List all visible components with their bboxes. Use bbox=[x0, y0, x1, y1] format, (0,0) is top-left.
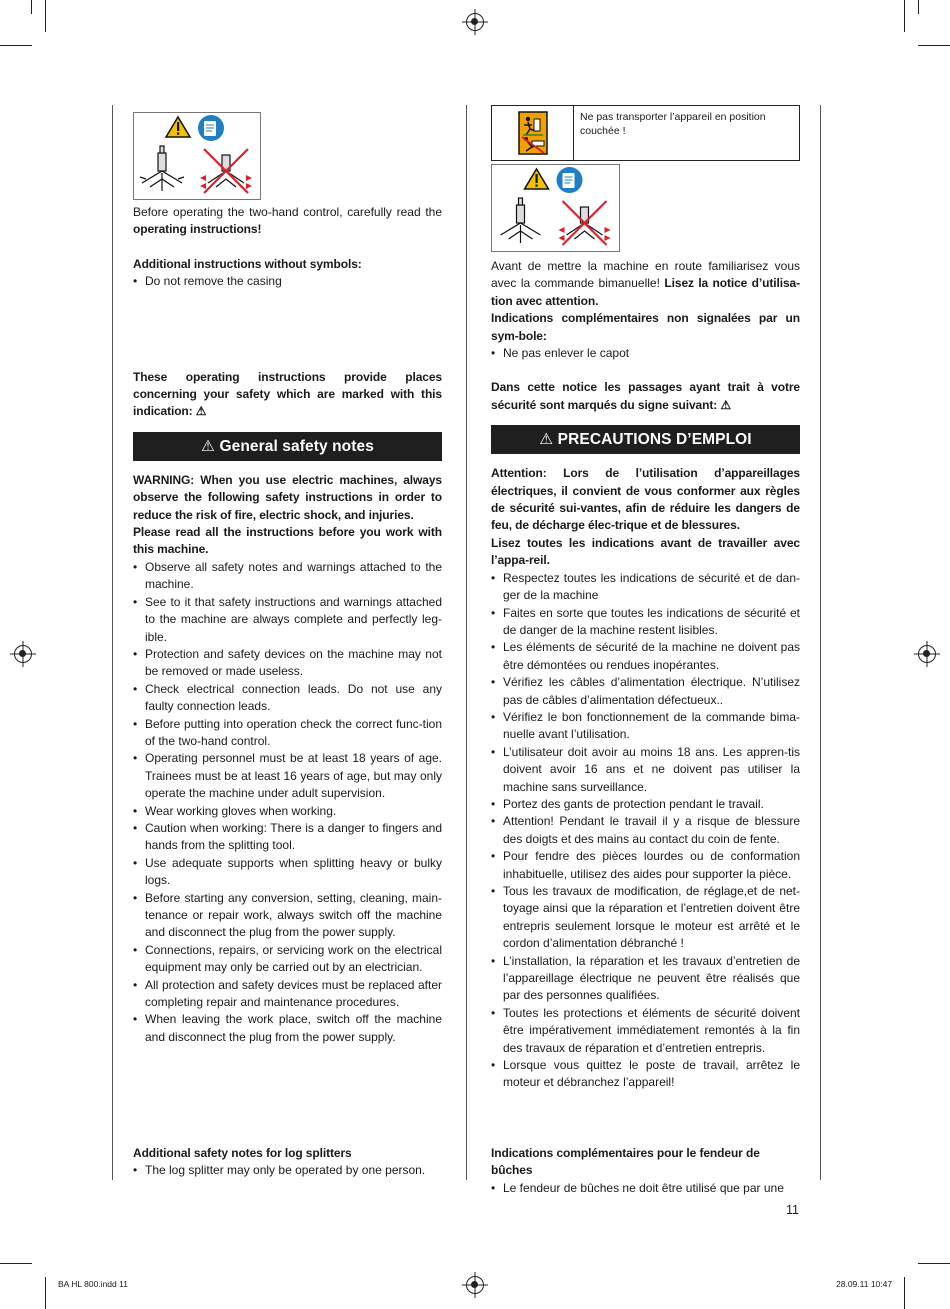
list-item: • Do not remove the casing bbox=[133, 273, 442, 290]
page-number: 11 bbox=[786, 1203, 799, 1217]
list-item: • Toutes les protections et éléments de sécurité doivent être impérativement immédiatement remontés à la fin des travaux de réparation et d’entretien entrepris. bbox=[491, 1005, 800, 1057]
list-item: • Operating personnel must be at least 18 years of age. Trainees must be at least 16 years of age, but may only operate the machine under adult supervision. bbox=[133, 750, 442, 802]
transport-notice-table bbox=[491, 105, 800, 161]
list-item: • Faites en sorte que toutes les indications de sécurité et de danger de la machine restent lisibles. bbox=[491, 605, 800, 640]
intro-text: Before operating the two-hand control, carefully read the operating instructions! bbox=[133, 205, 442, 237]
no-lying-transport-icon bbox=[518, 111, 548, 155]
safety-symbols-figure bbox=[491, 164, 620, 252]
list-item: • Respectez toutes les indications de sécurité et de dan-ger de la machine bbox=[491, 570, 800, 605]
slug-filename: BA HL 800.indd 11 bbox=[58, 1279, 128, 1289]
crop-mark bbox=[31, 0, 32, 14]
list-item: • Tous les travaux de modification, de réglage,et de net-toyage ainsi que la réparation et l’entretien doivent être entrepris seulement lorsque le moteur est arrêté et le cordon d’alimentation débranché ! bbox=[491, 883, 800, 953]
list-item: • See to it that safety instructions and warnings attached to the machine are always complete and perfectly leg-ible. bbox=[133, 594, 442, 646]
list-item: • When leaving the work place, switch off the machine and disconnect the plug from the power supply. bbox=[133, 1011, 442, 1046]
please-read-text: Please read all the instructions before you work with this machine. bbox=[133, 525, 442, 557]
additional-list bbox=[133, 273, 442, 290]
list-item: • L’utilisateur doit avoir au moins 18 ans. Les appren-tis doivent avoir 16 ans et ne doivent pas utiliser la machine sans surveillance. bbox=[491, 744, 800, 796]
log-heading: Indications complémentaires pour le fendeur de bûches bbox=[491, 1146, 760, 1178]
list-item: • Observe all safety notes and warnings attached to the machine. bbox=[133, 559, 442, 594]
intro-text: Avant de mettre la machine en route familiarisez vous avec la commande bimanuelle! Lisez la notice d’utilisa-tion avec attention. bbox=[491, 259, 800, 308]
list-item: • The log splitter may only be operated by one person. bbox=[133, 1162, 442, 1179]
log-splitter-section-fr bbox=[491, 1145, 800, 1197]
column-french bbox=[491, 105, 800, 1092]
crop-mark bbox=[45, 1277, 46, 1309]
list-item: • Caution when working: There is a danger to fingers and hands from the splitting tool. bbox=[133, 820, 442, 855]
two-hand-control-warning-icon bbox=[492, 165, 619, 251]
list-item: • Before putting into operation check the correct func-tion of the two-hand control. bbox=[133, 716, 442, 751]
list-item: • Vérifiez les câbles d’alimentation électrique. N’utilisez pas de câbles d’alimentation défectueux.. bbox=[491, 674, 800, 709]
slug-datetime: 28.09.11 10:47 bbox=[836, 1279, 893, 1289]
list-item: • Ne pas enlever le capot bbox=[491, 345, 800, 362]
list-item: • Les éléments de sécurité de la machine ne doivent pas être démontées ou rendues inopérantes. bbox=[491, 639, 800, 674]
crop-mark bbox=[0, 1263, 32, 1264]
section-banner: ⚠ PRECAUTIONS D’EMPLOI bbox=[491, 425, 800, 454]
list-item: • Use adequate supports when splitting heavy or bulky logs. bbox=[133, 855, 442, 890]
column-rule bbox=[112, 105, 113, 1180]
safety-list bbox=[491, 570, 800, 1092]
additional-heading: Additional instructions without symbols: bbox=[133, 256, 362, 271]
list-item: • Wear working gloves when working. bbox=[133, 803, 442, 820]
additional-list bbox=[491, 345, 800, 362]
crop-mark bbox=[904, 1277, 905, 1309]
column-rule bbox=[466, 105, 467, 1180]
log-heading: Additional safety notes for log splitters bbox=[133, 1146, 352, 1160]
registration-mark-icon bbox=[14, 645, 32, 663]
registration-mark-icon bbox=[918, 645, 936, 663]
please-read-text: Lisez toutes les indications avant de travailler avec l’appa-reil. bbox=[491, 535, 800, 568]
registration-mark-icon bbox=[466, 1276, 484, 1294]
list-item: • Before starting any conversion, setting, cleaning, main-tenance or repair work, always switch off the machine and disconnect the plug from the power supply. bbox=[133, 890, 442, 942]
safety-symbols-figure bbox=[133, 112, 261, 200]
crop-mark bbox=[918, 45, 950, 46]
list-item: • Protection and safety devices on the machine may not be removed or made useless. bbox=[133, 646, 442, 681]
safety-marks-text: Dans cette notice les passages ayant trait à votre sécurité sont marqués du signe suivant: ⚠ bbox=[491, 380, 800, 412]
column-english bbox=[133, 112, 442, 1046]
log-splitter-section-en bbox=[133, 1145, 442, 1180]
warning-text: Attention: Lors de l’utilisation d’appareillages électriques, il convient de vous conformer aux règles de sécurité sui-vantes, afin de réduire les dangers de feu, de décharge élec-trique et de blessures. bbox=[491, 466, 800, 533]
list-item: • Le fendeur de bûches ne doit être utilisé que par une bbox=[491, 1180, 800, 1197]
two-hand-control-warning-icon bbox=[134, 113, 260, 199]
warning-text: WARNING: When you use electric machines, always observe the following safety instructions in order to reduce the risk of fire, electric shock, and injuries. bbox=[133, 472, 442, 522]
crop-mark bbox=[45, 0, 46, 32]
safety-list bbox=[133, 559, 442, 1046]
crop-mark bbox=[918, 1263, 950, 1264]
list-item: • Lorsque vous quittez le poste de travail, arrêtez le moteur et débranchez l’appareil! bbox=[491, 1057, 800, 1092]
additional-heading: Indications complémentaires non signalées par un sym-bole: bbox=[491, 311, 800, 343]
crop-mark bbox=[904, 0, 905, 32]
list-item: • Portez des gants de protection pendant le travail. bbox=[491, 796, 800, 813]
crop-mark bbox=[0, 45, 32, 46]
list-item: • Pour fendre des pièces lourdes ou de conformation inhabituelle, utilisez des aides pour supporter la pièce. bbox=[491, 848, 800, 883]
transport-notice-text: Ne pas transporter l’appareil en position couchée ! bbox=[580, 111, 766, 137]
crop-mark bbox=[918, 0, 919, 14]
list-item: • All protection and safety devices must be replaced after completing repair and maintenance procedures. bbox=[133, 977, 442, 1012]
list-item: • L’installation, la réparation et les travaux d’entretien de l’appareillage électrique ne peuvent être réalisés que par des personnes qualifiées. bbox=[491, 953, 800, 1005]
section-banner: ⚠ General safety notes bbox=[133, 432, 442, 461]
list-item: • Check electrical connection leads. Do not use any faulty connection leads. bbox=[133, 681, 442, 716]
list-item: • Attention! Pendant le travail il y a risque de blessure des doigts et des mains au contact du coin de fente. bbox=[491, 813, 800, 848]
registration-mark-icon bbox=[466, 13, 484, 31]
list-item: • Connections, repairs, or servicing work on the electrical equipment may only be carried out by an electrician. bbox=[133, 942, 442, 977]
list-item: • Vérifiez le bon fonctionnement de la commande bima-nuelle avant l’utilisation. bbox=[491, 709, 800, 744]
safety-marks-text: These operating instructions provide places concerning your safety which are marked with this indication: ⚠ bbox=[133, 369, 442, 419]
column-rule bbox=[820, 105, 821, 1180]
